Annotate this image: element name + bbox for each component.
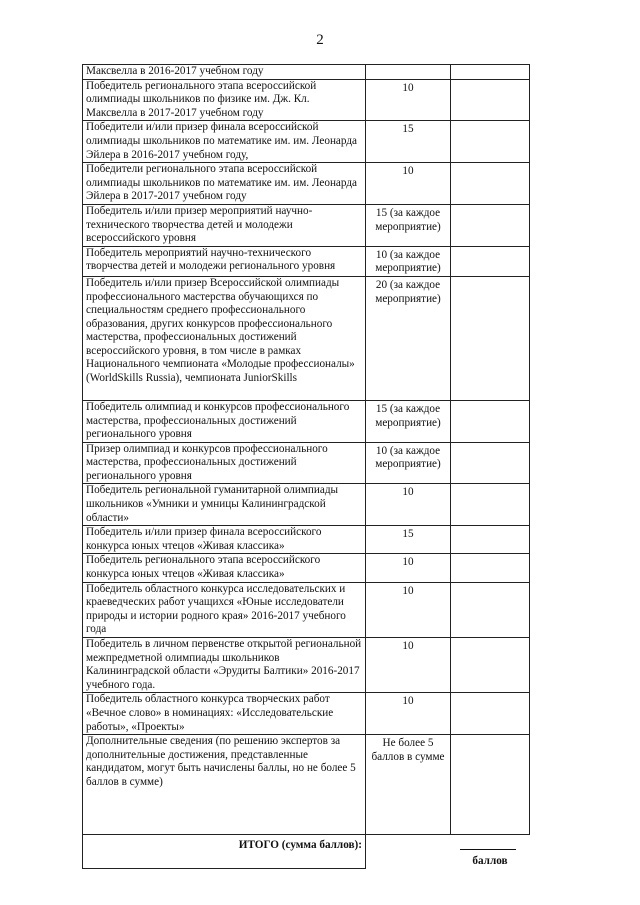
page-number: 2 xyxy=(316,32,324,48)
table-row xyxy=(83,735,530,835)
criterion-points: 10 xyxy=(366,554,451,582)
table-row xyxy=(83,693,530,735)
score-cell[interactable] xyxy=(451,121,530,163)
criterion-points: 10 (за каждое мероприятие) xyxy=(366,442,451,484)
table-row xyxy=(83,442,530,484)
score-cell[interactable] xyxy=(451,442,530,484)
total-result xyxy=(451,835,530,869)
criterion-points xyxy=(366,65,451,80)
total-unit: баллов xyxy=(472,854,508,867)
criterion-points: 10 xyxy=(366,638,451,693)
criterion-text: Дополнительные сведения (по решению экспертов за дополнительные достижения, представленные кандидатом, могут быть начислены баллы, но не более 5 баллов в сумме) xyxy=(83,735,366,835)
total-row xyxy=(83,835,530,869)
score-cell[interactable] xyxy=(451,526,530,554)
table-row xyxy=(83,582,530,637)
table-row xyxy=(83,276,530,400)
criterion-points: 10 xyxy=(366,163,451,205)
criterion-points: 10 xyxy=(366,582,451,637)
table-row xyxy=(83,526,530,554)
criterion-points: 10 (за каждое мероприятие) xyxy=(366,246,451,276)
criterion-text: Победитель и/или призер Всероссийской олимпиады профессионального мастерства обучающихся по специальностям среднего профессионального образования, других конкурсов профессионального мастерства, профессиональных достижений всероссийского уровня, в том числе в рамках Национального чемпионата «Молодые профессионалы» (WorldSkills Russia), чемпионата JuniorSkills xyxy=(83,276,366,400)
score-cell[interactable] xyxy=(451,204,530,246)
criterion-text: Победители и/или призер финала всероссийской олимпиады школьников по математике им. им. Леонарда Эйлера в 2016-2017 учебном году, xyxy=(83,121,366,163)
score-cell[interactable] xyxy=(451,554,530,582)
score-cell[interactable] xyxy=(451,276,530,400)
score-cell[interactable] xyxy=(451,484,530,526)
criterion-text: Призер олимпиад и конкурсов профессионального мастерства, профессиональных достижений регионального уровня xyxy=(83,442,366,484)
score-cell[interactable] xyxy=(451,79,530,121)
criteria-table xyxy=(82,64,530,869)
table-row xyxy=(83,163,530,205)
criterion-text: Победитель регионального этапа всероссийского конкурса юных чтецов «Живая классика» xyxy=(83,554,366,582)
criterion-points: 10 xyxy=(366,79,451,121)
table-row xyxy=(83,121,530,163)
table-row xyxy=(83,554,530,582)
criterion-points: 10 xyxy=(366,693,451,735)
criterion-text: Победитель в личном первенстве открытой региональной межпредметной олимпиады школьников Калининградской области «Эрудиты Балтики» 2016-2017 учебного года. xyxy=(83,638,366,693)
criterion-text: Победители регионального этапа всероссийской олимпиады школьников по математике им. им. Леонарда Эйлера в 2017-2017 учебном году xyxy=(83,163,366,205)
criterion-points: 15 xyxy=(366,526,451,554)
score-cell[interactable] xyxy=(451,65,530,80)
score-cell[interactable] xyxy=(451,638,530,693)
total-blank xyxy=(460,839,516,850)
score-cell[interactable] xyxy=(451,693,530,735)
criterion-points: 15 (за каждое мероприятие) xyxy=(366,204,451,246)
criterion-text: Победитель и/или призер мероприятий научно-технического творчества детей и молодежи всероссийского уровня xyxy=(83,204,366,246)
score-cell[interactable] xyxy=(451,163,530,205)
criterion-text: Победитель регионального этапа всероссийской олимпиады школьников по физике им. Дж. Кл. Максвелла в 2017-2017 учебном году xyxy=(83,79,366,121)
criterion-text: Победитель мероприятий научно-технического творчества детей и молодежи регионального уровня xyxy=(83,246,366,276)
criterion-text: Победитель региональной гуманитарной олимпиады школьников «Умники и умницы Калининградской области» xyxy=(83,484,366,526)
score-cell[interactable] xyxy=(451,246,530,276)
score-cell[interactable] xyxy=(451,400,530,442)
criterion-points: 15 (за каждое мероприятие) xyxy=(366,400,451,442)
criterion-points: Не более 5 баллов в сумме xyxy=(366,735,451,835)
criterion-text: Победитель областного конкурса исследовательских и краеведческих работ учащихся «Юные исследователи природы и истории родного края» 2016-2017 учебного года xyxy=(83,582,366,637)
criterion-text: Победитель олимпиад и конкурсов профессионального мастерства, профессиональных достижений регионального уровня xyxy=(83,400,366,442)
table-row xyxy=(83,204,530,246)
table-row xyxy=(83,400,530,442)
criterion-points: 15 xyxy=(366,121,451,163)
score-cell[interactable] xyxy=(451,582,530,637)
criterion-points: 20 (за каждое мероприятие) xyxy=(366,276,451,400)
table-row xyxy=(83,246,530,276)
criterion-text: Максвелла в 2016-2017 учебном году xyxy=(83,65,366,80)
table-row xyxy=(83,484,530,526)
table-row xyxy=(83,65,530,80)
criterion-points: 10 xyxy=(366,484,451,526)
table-row xyxy=(83,79,530,121)
score-cell[interactable] xyxy=(451,735,530,835)
total-label: ИТОГО (сумма баллов): xyxy=(83,835,366,869)
table-row xyxy=(83,638,530,693)
criterion-text: Победитель областного конкурса творческих работ «Вечное слово» в номинациях: «Исследовательские работы», «Проекты» xyxy=(83,693,366,735)
criterion-text: Победитель и/или призер финала всероссийского конкурса юных чтецов «Живая классика» xyxy=(83,526,366,554)
